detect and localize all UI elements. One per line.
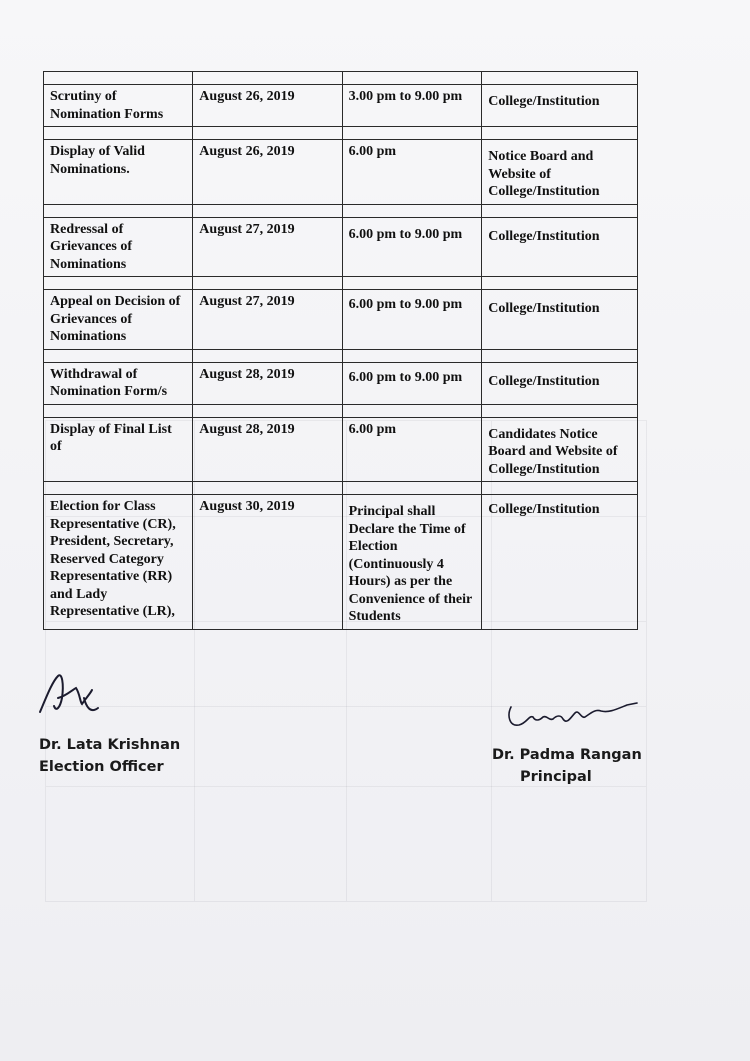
time-cell: Principal shall Declare the Time of Election (Continuously 4 Hours) as per the Convenience of their Students [342,495,482,630]
spacer-row [44,127,638,140]
spacer-row [44,349,638,362]
table-row [44,417,638,482]
spacer-row [44,482,638,495]
table-row [44,362,638,404]
election-schedule-table [43,71,638,630]
activity-cell: Appeal on Decision of Grievances of Nominations [44,290,193,350]
activity-cell: Redressal of Grievances of Nominations [44,217,193,277]
date-cell: August 28, 2019 [193,417,342,482]
spacer-row [44,72,638,85]
election-officer-signature [36,668,106,720]
venue-cell: College/Institution [482,290,638,350]
signatory-name: Dr. Lata Krishnan [39,737,181,753]
spacer-row [44,404,638,417]
venue-cell: Notice Board and Website of College/Institution [482,140,638,205]
venue-cell: Candidates Notice Board and Website of College/Institution [482,417,638,482]
time-cell: 6.00 pm to 9.00 pm [342,217,482,277]
time-cell: 6.00 pm [342,417,482,482]
venue-cell: College/Institution [482,217,638,277]
table-row [44,495,638,630]
signatory-title: Election Officer [39,759,164,775]
date-cell: August 26, 2019 [193,85,342,127]
activity-cell: Scrutiny of Nomination Forms [44,85,193,127]
date-cell: August 30, 2019 [193,495,342,630]
table-row [44,140,638,205]
activity-cell: Election for Class Representative (CR), President, Secretary, Reserved Category Representative (RR) and Lady Representative (LR), [44,495,193,630]
time-cell: 6.00 pm to 9.00 pm [342,362,482,404]
date-cell: August 28, 2019 [193,362,342,404]
signatory-title: Principal [520,769,592,785]
election-officer-block [39,734,180,778]
principal-block [492,744,642,788]
table-row [44,85,638,127]
activity-cell: Display of Valid Nominations. [44,140,193,205]
time-cell: 3.00 pm to 9.00 pm [342,85,482,127]
time-cell: 6.00 pm to 9.00 pm [342,290,482,350]
activity-cell: Withdrawal of Nomination Form/s [44,362,193,404]
venue-cell: College/Institution [482,362,638,404]
venue-cell: College/Institution [482,85,638,127]
time-cell: 6.00 pm [342,140,482,205]
venue-cell: College/Institution [482,495,638,630]
table-row [44,217,638,277]
signatory-name: Dr. Padma Rangan [492,747,642,763]
table-row [44,290,638,350]
spacer-row [44,204,638,217]
date-cell: August 27, 2019 [193,290,342,350]
principal-signature [505,695,645,735]
date-cell: August 27, 2019 [193,217,342,277]
date-cell: August 26, 2019 [193,140,342,205]
activity-cell: Display of Final List of [44,417,193,482]
spacer-row [44,277,638,290]
